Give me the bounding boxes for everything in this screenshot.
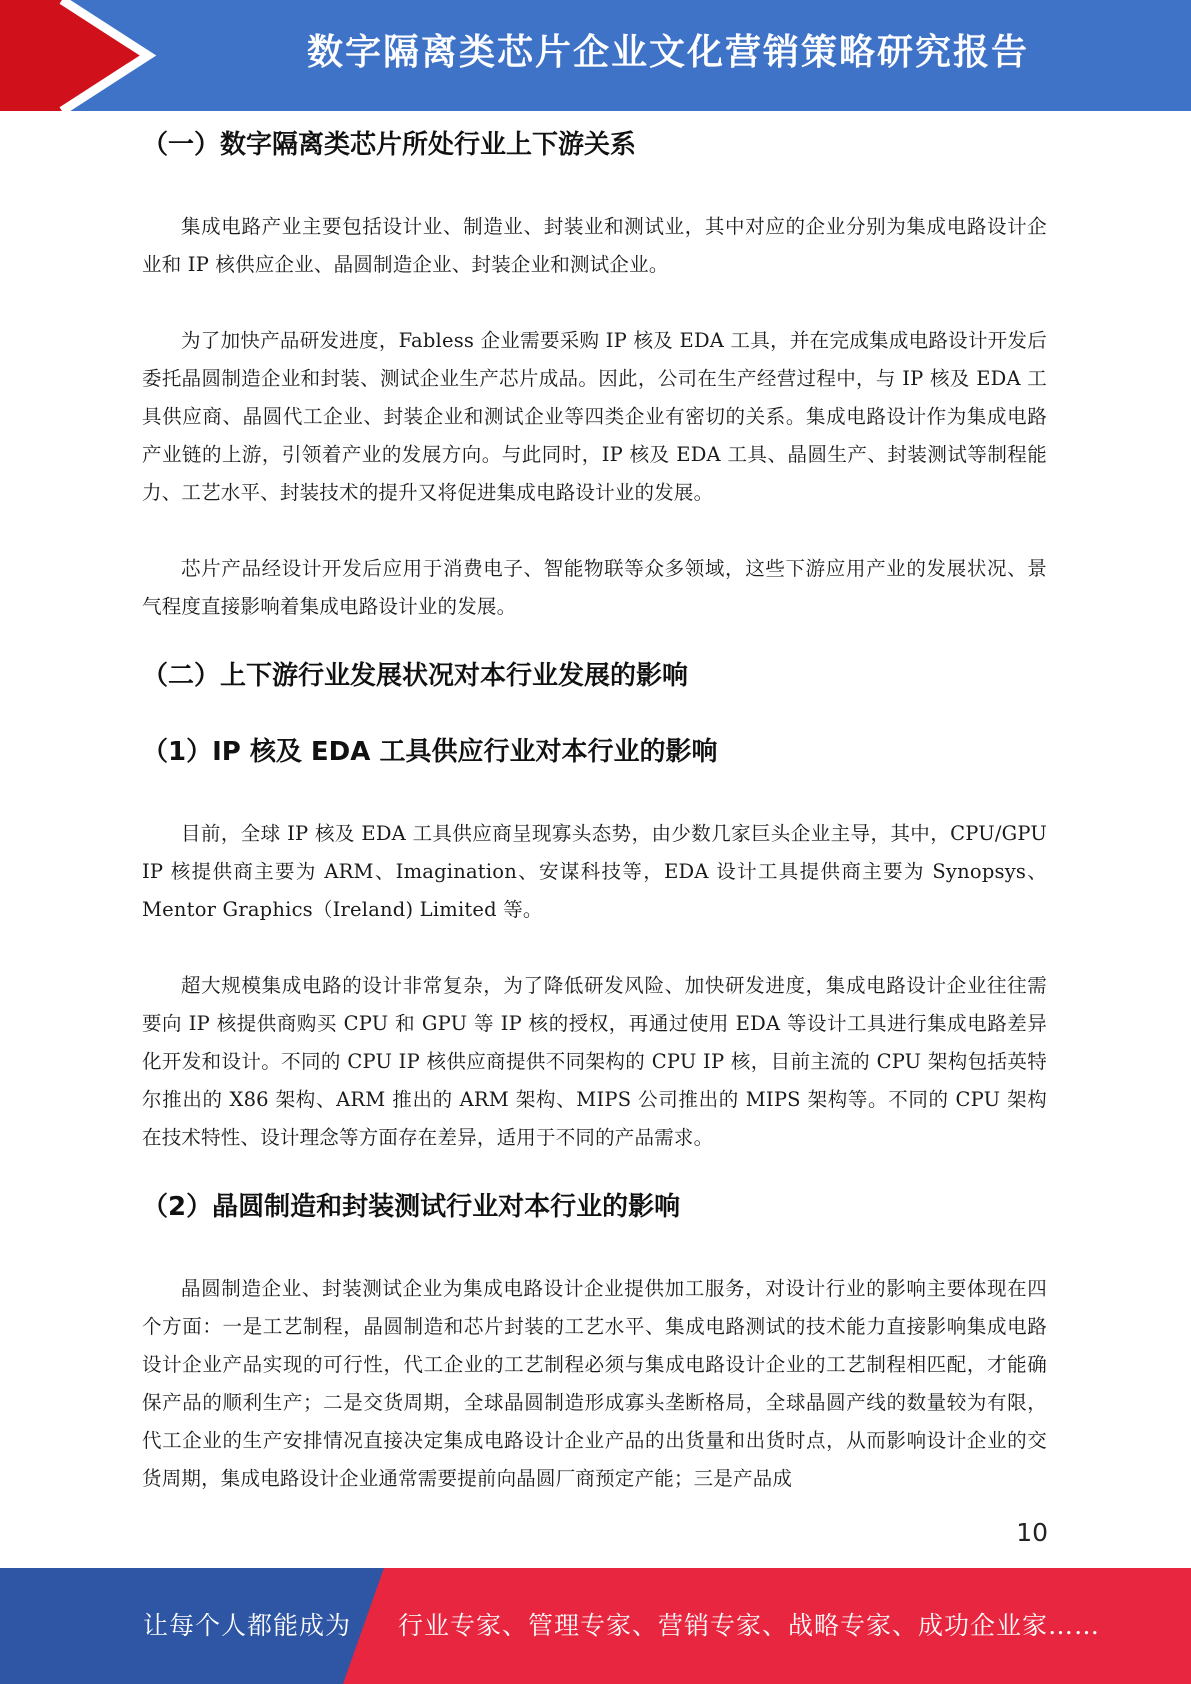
paragraph: 为了加快产品研发进度，Fabless 企业需要采购 IP 核及 EDA 工具，并在完成集成电路设计开发后委托晶圆制造企业和封装、测试企业生产芯片成品。因此，公司在生产经营过程中，与 IP 核及 EDA 工具供应商、晶圆代工企业、封装企业和测试企业等四类企业有密切的关系。集成电路设计作为集成电路产业链的上游，引领着产业的发展方向。与此同时，IP 核及 EDA 工具、晶圆生产、封装测试等制程能力、工艺水平、封装技术的提升又将促进集成电路设计业的发展。 xyxy=(142,329,1047,504)
page-number: 10 xyxy=(1016,1518,1048,1547)
paragraph: 集成电路产业主要包括设计业、制造业、封装业和测试业，其中对应的企业分别为集成电路设计企业和 IP 核供应企业、晶圆制造企业、封装企业和测试企业。 xyxy=(142,215,1047,276)
section-heading-2: （二）上下游行业发展状况对本行业发展的影响 xyxy=(142,661,689,691)
report-title: 数字隔离类芯片企业文化营销策略研究报告 xyxy=(306,32,1029,73)
subsection-heading-1: （1）IP 核及 EDA 工具供应行业对本行业的影响 xyxy=(142,737,718,767)
section-heading-1: （一）数字隔离类芯片所处行业上下游关系 xyxy=(142,130,637,160)
paragraph: 晶圆制造企业、封装测试企业为集成电路设计企业提供加工服务，对设计行业的影响主要体现在四个方面：一是工艺制程，晶圆制造和芯片封装的工艺水平、集成电路测试的技术能力直接影响集成电路设计企业产品实现的可行性，代工企业的工艺制程必须与集成电路设计企业的工艺制程相匹配，才能确保产品的顺利生产；二是交货周期，全球晶圆制造形成寡头垄断格局，全球晶圆产线的数量较为有限，代工企业的生产安排情况直接决定集成电路设计企业产品的出货量和出货时点，从而影响设计企业的交货周期，集成电路设计企业通常需要提前向晶圆厂商预定产能；三是产品成 xyxy=(142,1277,1047,1490)
paragraph: 目前，全球 IP 核及 EDA 工具供应商呈现寡头态势，由少数几家巨头企业主导，其中，CPU/GPU IP 核提供商主要为 ARM、Imagination、安谋科技等，EDA 设计工具提供商主要为 Synopsys、Mentor Graphics（Ireland) Limited 等。 xyxy=(142,822,1047,921)
paragraph: 超大规模集成电路的设计非常复杂，为了降低研发风险、加快研发进度，集成电路设计企业往往需要向 IP 核提供商购买 CPU 和 GPU 等 IP 核的授权，再通过使用 EDA 等设计工具进行集成电路差异化开发和设计。不同的 CPU IP 核供应商提供不同架构的 CPU IP 核，目前主流的 CPU 架构包括英特尔推出的 X86 架构、ARM 推出的 ARM 架构、MIPS 公司推出的 MIPS 架构等。不同的 CPU 架构在技术特性、设计理念等方面存在差异，适用于不同的产品需求。 xyxy=(142,974,1047,1149)
red-chevron-decoration xyxy=(0,0,160,111)
paragraph: 芯片产品经设计开发后应用于消费电子、智能物联等众多领域，这些下游应用产业的发展状况、景气程度直接影响着集成电路设计业的发展。 xyxy=(142,557,1047,618)
page-footer xyxy=(0,1568,1191,1684)
page-header xyxy=(0,0,1191,111)
footer-slogan-left: 让每个人都能成为 xyxy=(143,1611,352,1640)
page-content xyxy=(142,125,1047,1498)
subsection-heading-2: （2）晶圆制造和封装测试行业对本行业的影响 xyxy=(142,1192,681,1222)
footer-slogan-right: 行业专家、管理专家、营销专家、战略专家、成功企业家…… xyxy=(398,1611,1101,1640)
